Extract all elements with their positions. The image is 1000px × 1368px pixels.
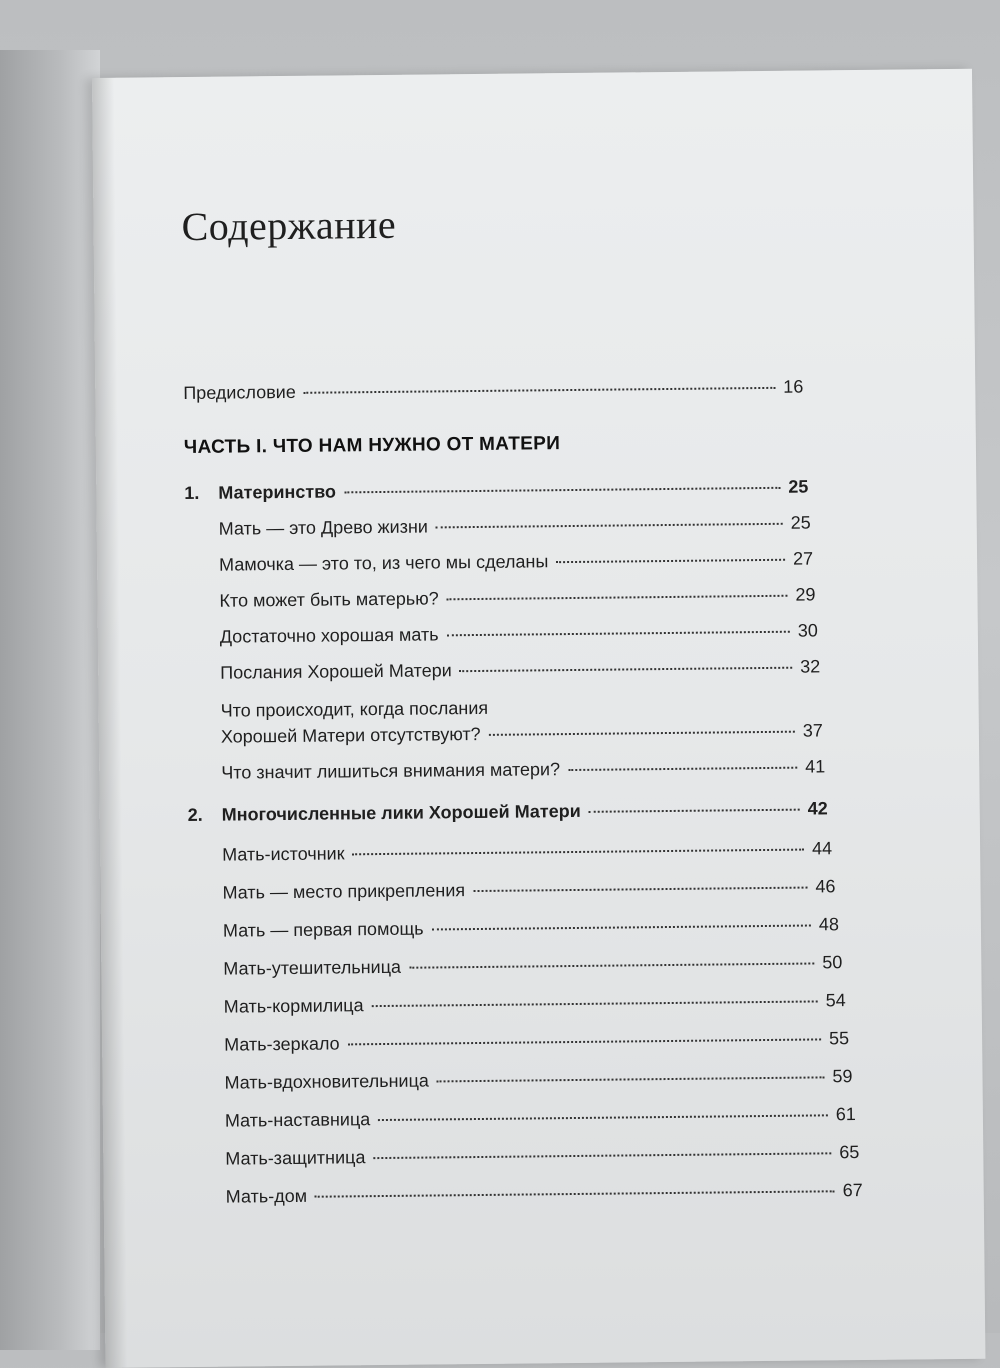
leader-dots [348,1038,821,1045]
chapter-page: 25 [788,476,809,497]
leader-dots [315,1190,835,1197]
leader-dots [378,1114,828,1121]
toc-section [219,584,815,611]
section-label: Мамочка — это то, из чего мы сделаны [218,551,549,575]
section-label: Послания Хорошей Матери [220,660,452,683]
section-page: 41 [805,756,826,777]
section-page: 27 [792,548,814,569]
toc-section [223,952,842,979]
leader-dots [460,667,792,672]
toc-entry-label: Предисловие [183,381,296,404]
leader-dots [373,1152,831,1159]
toc-entry-preface [183,377,803,404]
toc-section [224,990,846,1018]
toc-chapter-2 [188,798,828,826]
leader-dots [568,767,797,771]
section-label: Мать-дом [225,1185,308,1207]
book-page [92,69,985,1368]
section-label: Мать-зеркало [224,1033,340,1055]
leader-dots [447,631,790,637]
toc-section [222,876,835,903]
section-label: Мать — это Древо жизни [218,516,429,539]
toc-section [225,1104,856,1132]
section-label: Мать-наставница [224,1109,371,1131]
chapter-label: Материнство [218,481,337,503]
leader-dots [304,387,775,394]
leader-dots [589,809,800,813]
section-page: 30 [797,620,818,641]
leader-dots [353,849,805,856]
part-heading: ЧАСТЬ I. ЧТО НАМ НУЖНО ОТ МАТЕРИ [183,433,561,459]
toc-section [219,512,811,539]
section-page: 46 [815,876,836,897]
leader-dots [372,1000,818,1007]
toc-section [219,548,813,575]
section-label: Мать-защитница [225,1147,366,1169]
chapter-page: 42 [807,798,828,819]
section-label: Мать-вдохновительница [224,1070,429,1093]
section-label: Что значит лишиться внимания матери? [221,759,561,783]
toc-section [224,1066,852,1094]
section-page: 54 [825,990,846,1011]
section-page: 32 [800,656,821,677]
leader-dots [344,487,780,494]
leader-dots [432,925,811,931]
section-page: 65 [839,1142,860,1163]
section-page: 50 [822,952,843,973]
toc-section [222,838,832,865]
section-page: 55 [828,1028,850,1049]
section-label: Мать — первая помощь [222,918,424,941]
leader-dots [556,559,785,563]
leader-dots [437,1076,825,1082]
section-label: Мать-источник [222,843,345,865]
toc-section [225,1142,859,1170]
section-page: 29 [795,584,816,605]
section-label: Мать-кормилица [223,995,364,1017]
leader-dots [436,523,783,529]
section-label: Мать — место прикрепления [222,880,466,903]
leader-dots [489,731,795,736]
toc-section [224,1028,849,1056]
section-label: Достаточно хорошая мать [219,624,439,647]
section-page: 59 [832,1066,853,1087]
leader-dots [447,595,788,601]
facing-page [0,50,100,1350]
toc-section [223,914,839,941]
leader-dots [409,962,814,968]
toc-section [221,756,825,783]
section-page: 67 [842,1179,863,1201]
section-page: 25 [790,512,811,533]
chapter-label: Многочисленные лики Хорошей Матери [221,800,581,825]
section-page: 61 [835,1104,856,1125]
section-label: Мать-утешительница [223,956,402,979]
toc-entry-page: 16 [783,376,804,397]
toc-section [221,720,823,747]
chapter-number: 2. [187,804,203,826]
chapter-number: 1. [184,482,200,504]
section-page: 37 [802,720,823,741]
toc-section [220,620,818,647]
toc-section [226,1180,863,1208]
leader-dots [473,887,807,893]
toc-section-wrapped-line1 [221,694,823,721]
section-label: Кто может быть матерью? [219,588,439,611]
section-label-line2: Хорошей Матери отсутствуют? [220,723,481,747]
toc-chapter-1 [184,477,808,505]
section-page: 44 [811,838,833,859]
section-label-line1: Что происходит, когда послания [220,697,489,721]
toc-section [220,656,820,683]
page-title: Содержание [181,201,397,250]
section-page: 48 [818,914,840,935]
